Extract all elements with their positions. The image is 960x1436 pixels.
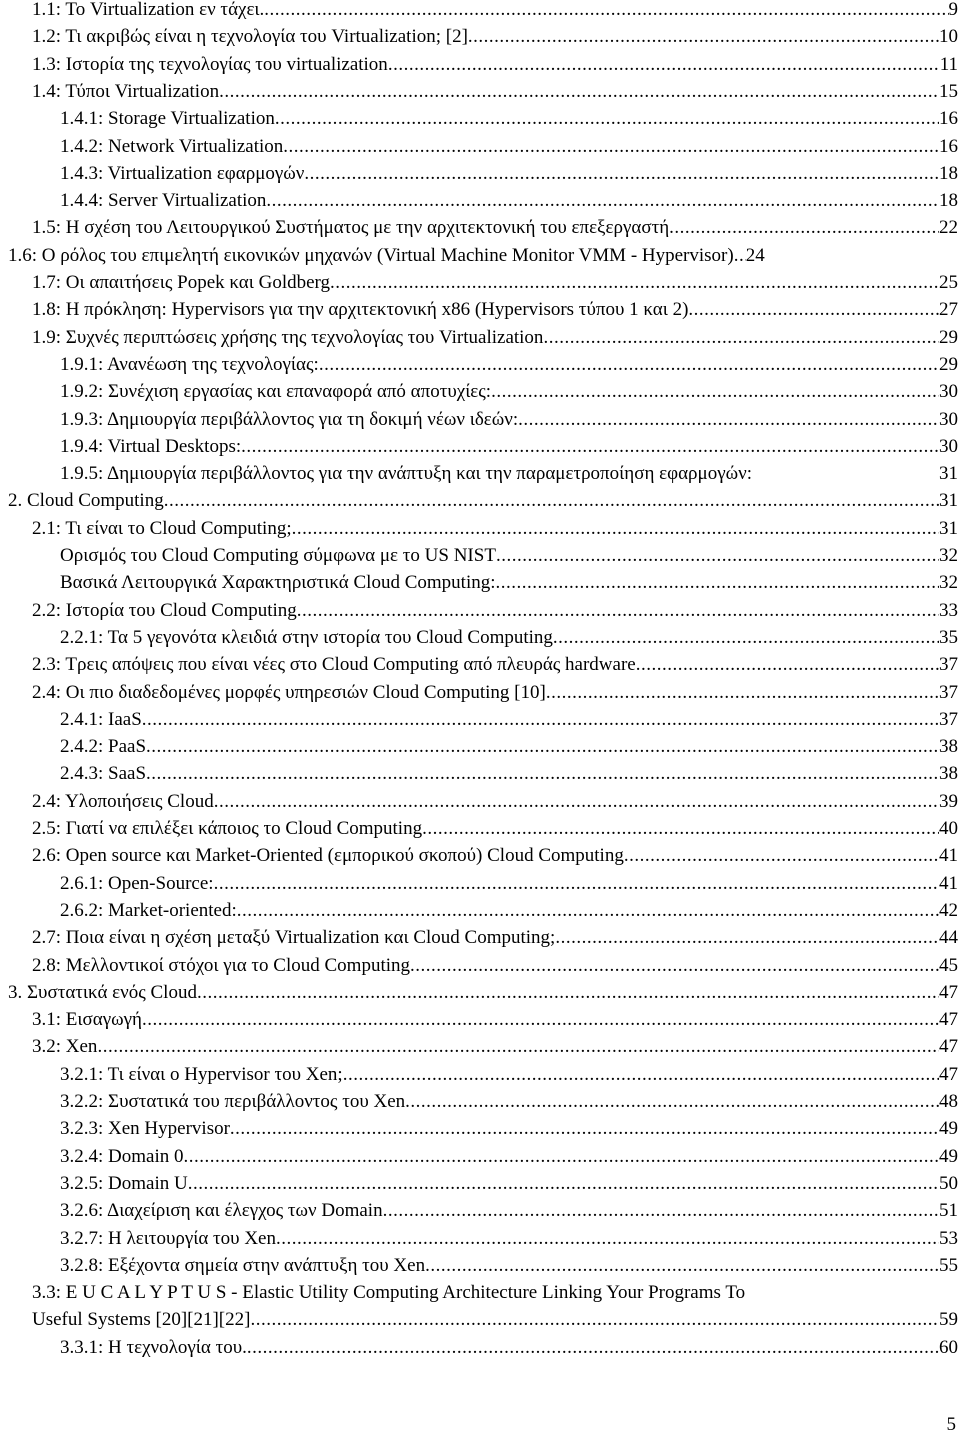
toc-entry[interactable] — [60, 569, 960, 596]
toc-entry-page: 37 — [939, 708, 958, 730]
toc-entry-page: 48 — [939, 1091, 958, 1112]
toc-entry[interactable] — [60, 1252, 960, 1279]
toc-entry-page: 33 — [939, 599, 958, 621]
toc-entry-page: 11 — [939, 53, 958, 75]
toc-entry-title: 2.6: Open source και Market-Oriented (εμπορικού σκοπού) Cloud Computing — [32, 845, 624, 867]
toc-entry-title: 1.9.3: Δημιουργία περιβάλλοντος για τη δοκιμή νέων ιδεών: — [60, 408, 519, 430]
toc-entry-title: 1.8: Η πρόκληση: Hypervisors για την αρχιτεκτονική x86 (Hypervisors τύπου 1 και 2) — [32, 299, 689, 321]
toc-entry-title: 1.4: Τύποι Virtualization — [32, 80, 220, 102]
toc-dot-leader — [330, 269, 939, 296]
toc-entry[interactable] — [32, 1006, 960, 1033]
toc-entry-page: 47 — [939, 1063, 958, 1085]
toc-dot-leader — [142, 706, 939, 733]
toc-entry-page: 25 — [939, 272, 958, 293]
toc-dot-leader — [146, 760, 939, 787]
toc-entry[interactable] — [60, 1334, 960, 1361]
toc-entry[interactable] — [60, 187, 960, 214]
toc-dot-leader — [197, 979, 939, 1006]
toc-entry-title: 3.2.6: Διαχείριση και έλεγχος των Domain — [60, 1200, 383, 1222]
toc-entry-title: 1.4.4: Server Virtualization — [60, 190, 267, 212]
toc-entry-title: 1.5: Η σχέση του Λειτουργικού Συστήματος με την αρχιτεκτονική του επεξεργαστή — [32, 217, 670, 239]
toc-entry-page: 49 — [939, 1118, 958, 1140]
toc-entry[interactable] — [60, 1170, 960, 1197]
toc-entry[interactable] — [32, 679, 960, 706]
toc-entry-page: 31 — [939, 463, 958, 485]
toc-entry-page: 41 — [939, 872, 958, 894]
toc-entry[interactable] — [32, 788, 960, 815]
toc-entry-page: 59 — [939, 1309, 958, 1331]
toc-dot-leader — [343, 1061, 939, 1088]
toc-entry-page: 31 — [939, 517, 958, 539]
toc-entry-title: 3.2.8: Εξέχοντα σημεία στην ανάπτυξη του Xen — [60, 1254, 426, 1276]
toc-entry-page: 51 — [939, 1200, 958, 1222]
toc-entry-page: 47 — [939, 1036, 958, 1058]
toc-entry[interactable] — [8, 487, 960, 514]
toc-dot-leader — [304, 160, 939, 187]
toc-entry-page: 39 — [939, 790, 958, 812]
toc-entry-title: 2.5: Γιατί να επιλέξει κάποιος το Cloud Computing — [32, 818, 423, 839]
toc-entry[interactable] — [32, 815, 960, 842]
toc-entry-page: 38 — [939, 763, 958, 785]
toc-entry-page: 40 — [939, 818, 958, 839]
toc-entry-page: 35 — [939, 626, 958, 648]
toc-entry-page: 37 — [939, 654, 958, 676]
toc-dot-leader — [250, 1306, 939, 1333]
toc-entry-title: 2.3: Τρεις απόψεις που είναι νέες στο Cloud Computing από πλευράς hardware — [32, 654, 636, 676]
toc-entry-page: 22 — [939, 217, 958, 239]
toc-dot-leader — [97, 1033, 939, 1060]
toc-entry[interactable] — [60, 1225, 960, 1252]
toc-entry[interactable] — [60, 133, 960, 160]
toc-entry-title: 1.9.4: Virtual Desktops: — [60, 435, 242, 457]
toc-entry-page: 18 — [939, 190, 958, 212]
toc-dot-leader — [275, 105, 939, 132]
toc-dot-leader — [219, 78, 939, 105]
toc-entry[interactable] — [60, 870, 960, 897]
toc-entry-title: 1.9.1: Ανανέωση της τεχνολογίας: — [60, 353, 319, 375]
toc-entry-title: Βασικά Λειτουργικά Χαρακτηριστικά Cloud Computing: — [60, 572, 496, 594]
toc-entry[interactable] — [8, 979, 960, 1006]
toc-entry[interactable] — [32, 651, 960, 678]
toc-entry-title: 3.3: E U C A L Y P T U S - Elastic Utility Computing Architecture Linking Your Programs To — [32, 1282, 746, 1304]
toc-entry-title: 3.2.5: Domain U — [60, 1172, 188, 1194]
toc-dot-leader — [383, 1197, 939, 1224]
toc-entry-title: 3.1: Εισαγωγή — [32, 1009, 142, 1031]
toc-entry[interactable] — [60, 1088, 960, 1115]
toc-entry-page: 37 — [939, 681, 958, 703]
toc-entry-page: 47 — [939, 1009, 958, 1031]
toc-dot-leader — [405, 1088, 939, 1115]
toc-dot-leader — [237, 897, 939, 924]
toc-entry[interactable] — [60, 706, 960, 733]
toc-dot-leader — [410, 952, 939, 979]
toc-entry-title: 2.7: Ποια είναι η σχέση μεταξύ Virtualization και Cloud Computing; — [32, 927, 556, 949]
toc-entry-page: 45 — [939, 954, 958, 976]
toc-dot-leader — [491, 378, 939, 405]
toc-entry-title: 2.6.2: Market-oriented: — [60, 899, 237, 921]
toc-entry-page: 42 — [939, 899, 958, 921]
toc-entry[interactable] — [60, 733, 960, 760]
toc-entry-title: 2.4.3: SaaS — [60, 763, 147, 785]
toc-entry-title: 1.9.5: Δημιουργία περιβάλλοντος για την ανάπτυξη και την παραμετροποίηση εφαρμογών: — [60, 463, 752, 485]
toc-entry[interactable] — [32, 597, 960, 624]
toc-dot-leader — [266, 187, 939, 214]
toc-entry-title: 2.4: Οι πιο διαδεδομένες μορφές υπηρεσιών Cloud Computing [10] — [32, 681, 546, 703]
toc-dot-leader — [264, 0, 948, 23]
toc-entry[interactable] — [32, 324, 960, 351]
toc-entry-page: 50 — [939, 1172, 958, 1194]
toc-entry[interactable] — [32, 78, 960, 105]
toc-entry-title: 3.2.1: Τι είναι ο Hypervisor του Xen; — [60, 1063, 343, 1085]
toc-entry[interactable] — [60, 1115, 960, 1142]
toc-entry-page: 15 — [939, 80, 958, 102]
toc-entry-page: 16 — [939, 108, 958, 130]
toc-entry[interactable] — [60, 406, 960, 433]
toc-dot-leader — [283, 133, 939, 160]
toc-entry-page: 18 — [939, 162, 958, 184]
toc-entry-page: 44 — [939, 927, 958, 949]
toc-entry-title: 3.2.3: Xen Hypervisor — [60, 1118, 230, 1140]
toc-entry[interactable] — [32, 924, 960, 951]
toc-entry-title: 2.4.1: IaaS — [60, 708, 142, 730]
toc-entry[interactable] — [32, 952, 960, 979]
toc-entry[interactable] — [60, 897, 960, 924]
toc-dot-leader — [688, 296, 939, 323]
toc-entry[interactable] — [60, 1143, 960, 1170]
toc-dot-leader — [214, 870, 939, 897]
toc-entry-title: 1.9: Συχνές περιπτώσεις χρήσης της τεχνολογίας του Virtualization — [32, 326, 544, 348]
toc-entry-page: 30 — [939, 435, 958, 457]
toc-dot-leader — [241, 433, 939, 460]
toc-entry-continuation[interactable] — [32, 1306, 960, 1333]
toc-entry-title: 2.2.1: Τα 5 γεγονότα κλειδιά στην ιστορία του Cloud Computing — [60, 626, 553, 648]
toc-entry-title: Useful Systems [20][21][22] — [32, 1309, 251, 1331]
toc-entry[interactable] — [60, 760, 960, 787]
toc-entry[interactable] — [32, 842, 960, 869]
toc-dot-leader — [142, 1006, 939, 1033]
toc-entry[interactable] — [32, 214, 960, 241]
toc-dot-leader — [230, 1115, 939, 1142]
toc-entry[interactable] — [32, 0, 960, 23]
toc-entry-title: 2.1: Τι είναι το Cloud Computing; — [32, 517, 292, 539]
toc-dot-leader — [553, 624, 939, 651]
toc-entry[interactable] — [60, 433, 960, 460]
toc-entry[interactable] — [60, 460, 960, 487]
toc-entry-page: 47 — [939, 981, 958, 1003]
toc-entry-page: 60 — [939, 1336, 958, 1358]
toc-entry-title: 1.2: Τι ακριβώς είναι η τεχνολογία του Virtualization; [2] — [32, 26, 468, 48]
toc-dot-leader — [496, 569, 940, 596]
toc-entry-title: 1.1: Το Virtualization εν τάχει. — [32, 0, 265, 20]
toc-entry-page: 38 — [939, 736, 958, 758]
toc-entry[interactable] — [60, 351, 960, 378]
toc-dot-leader — [388, 51, 940, 78]
toc-entry-page: 49 — [939, 1145, 958, 1167]
toc-entry[interactable] — [32, 51, 960, 78]
toc-dot-leader — [468, 23, 939, 50]
toc-entry-page: 27 — [939, 299, 958, 321]
toc-entry-title: 3. Συστατικά ενός Cloud — [8, 981, 197, 1003]
toc-entry[interactable] — [60, 1197, 960, 1224]
toc-dot-leader — [214, 788, 939, 815]
toc-dot-leader — [555, 924, 939, 951]
toc-entry-page: 53 — [939, 1227, 958, 1249]
toc-entry-page: 29 — [939, 326, 958, 348]
toc-entry-page: 31 — [939, 490, 958, 512]
toc-entry[interactable] — [8, 242, 960, 269]
toc-entry-page: 10 — [939, 26, 958, 48]
toc-entry-title: 1.4.3: Virtualization εφαρμογών — [60, 162, 305, 184]
toc-entry-title: 2.8: Μελλοντικοί στόχοι για το Cloud Computing — [32, 954, 410, 976]
toc-entry-title: 2.4: Υλοποιήσεις Cloud — [32, 790, 214, 812]
toc-dot-leader — [276, 1225, 939, 1252]
toc-dot-leader — [546, 679, 939, 706]
toc-entry-page: 55 — [939, 1254, 958, 1276]
toc-entry-title: 3.3.1: Η τεχνολογία του. — [60, 1336, 247, 1358]
toc-entry[interactable] — [60, 1061, 960, 1088]
toc-entry-page: 30 — [939, 381, 958, 403]
toc-dot-leader — [292, 515, 939, 542]
toc-entry[interactable] — [32, 269, 960, 296]
toc-entry[interactable] — [60, 624, 960, 651]
toc-entry[interactable] — [32, 1279, 960, 1306]
toc-entry-page: 9 — [948, 0, 958, 20]
toc-entry-title: 1.6: Ο ρόλος του επιμελητή εικονικών μηχανών (Virtual Machine Monitor VMM - Hypervisor) — [8, 244, 734, 266]
toc-entry[interactable] — [32, 296, 960, 323]
toc-dot-leader — [543, 324, 939, 351]
toc-entry-title: 1.7: Οι απαιτήσεις Popek και Goldberg — [32, 272, 331, 293]
toc-entry[interactable] — [60, 160, 960, 187]
toc-entry[interactable] — [32, 23, 960, 50]
toc-dot-leader — [518, 406, 939, 433]
toc-entry-page: 32 — [939, 572, 958, 594]
toc-entry-title: 3.2.2: Συστατικά του περιβάλλοντος του Xen — [60, 1091, 406, 1112]
toc-entry-page: 24 — [745, 244, 765, 266]
toc-dot-leader — [247, 1334, 939, 1361]
toc-entry[interactable] — [60, 378, 960, 405]
toc-dot-leader — [425, 1252, 939, 1279]
toc-dot-leader — [146, 733, 939, 760]
toc-entry-title: Ορισμός του Cloud Computing σύμφωνα με το US NIST — [60, 545, 496, 566]
toc-dot-leader — [636, 651, 939, 678]
toc-entry-page: 30 — [939, 408, 958, 430]
toc-dot-leader — [164, 487, 939, 514]
toc-entry-title: 1.4.1: Storage Virtualization — [60, 108, 275, 130]
toc-dot-leader — [188, 1170, 939, 1197]
toc-dot-leader — [422, 815, 939, 842]
toc-entry-title: 1.4.2: Network Virtualization — [60, 135, 284, 157]
toc-entry-page: 32 — [939, 545, 958, 566]
toc-entry[interactable] — [60, 105, 960, 132]
toc-entry[interactable] — [32, 515, 960, 542]
toc-entry-title: 2. Cloud Computing — [8, 490, 164, 512]
toc-entry-title: 2.6.1: Open-Source: — [60, 872, 214, 894]
toc-dot-leader — [184, 1143, 940, 1170]
toc-entry[interactable] — [60, 542, 960, 569]
toc-entry-title: 2.4.2: PaaS — [60, 736, 147, 758]
toc-dot-leader — [319, 351, 939, 378]
toc-dot-leader — [734, 242, 746, 269]
toc-entry-page: 29 — [939, 353, 958, 375]
toc-entry-title: 1.3: Ιστορία της τεχνολογίας του virtualization — [32, 53, 388, 75]
toc-entry-page: 16 — [939, 135, 958, 157]
page-number: 5 — [946, 1414, 956, 1435]
toc-entry-title: 3.2.7: Η λειτουργία του Xen — [60, 1227, 276, 1249]
toc-dot-leader — [669, 214, 939, 241]
toc-dot-leader — [297, 597, 939, 624]
toc-entry-title: 2.2: Ιστορία του Cloud Computing — [32, 599, 297, 621]
toc-dot-leader — [624, 842, 939, 869]
toc-entry-title: 1.9.2: Συνέχιση εργασίας και επαναφορά από αποτυχίες: — [60, 381, 492, 403]
toc-entry-title: 3.2: Xen — [32, 1036, 98, 1058]
toc-entry-title: 3.2.4: Domain 0 — [60, 1145, 184, 1167]
toc-dot-leader — [496, 542, 939, 569]
toc-entry[interactable] — [32, 1033, 960, 1060]
toc-entry-page: 41 — [939, 845, 958, 867]
